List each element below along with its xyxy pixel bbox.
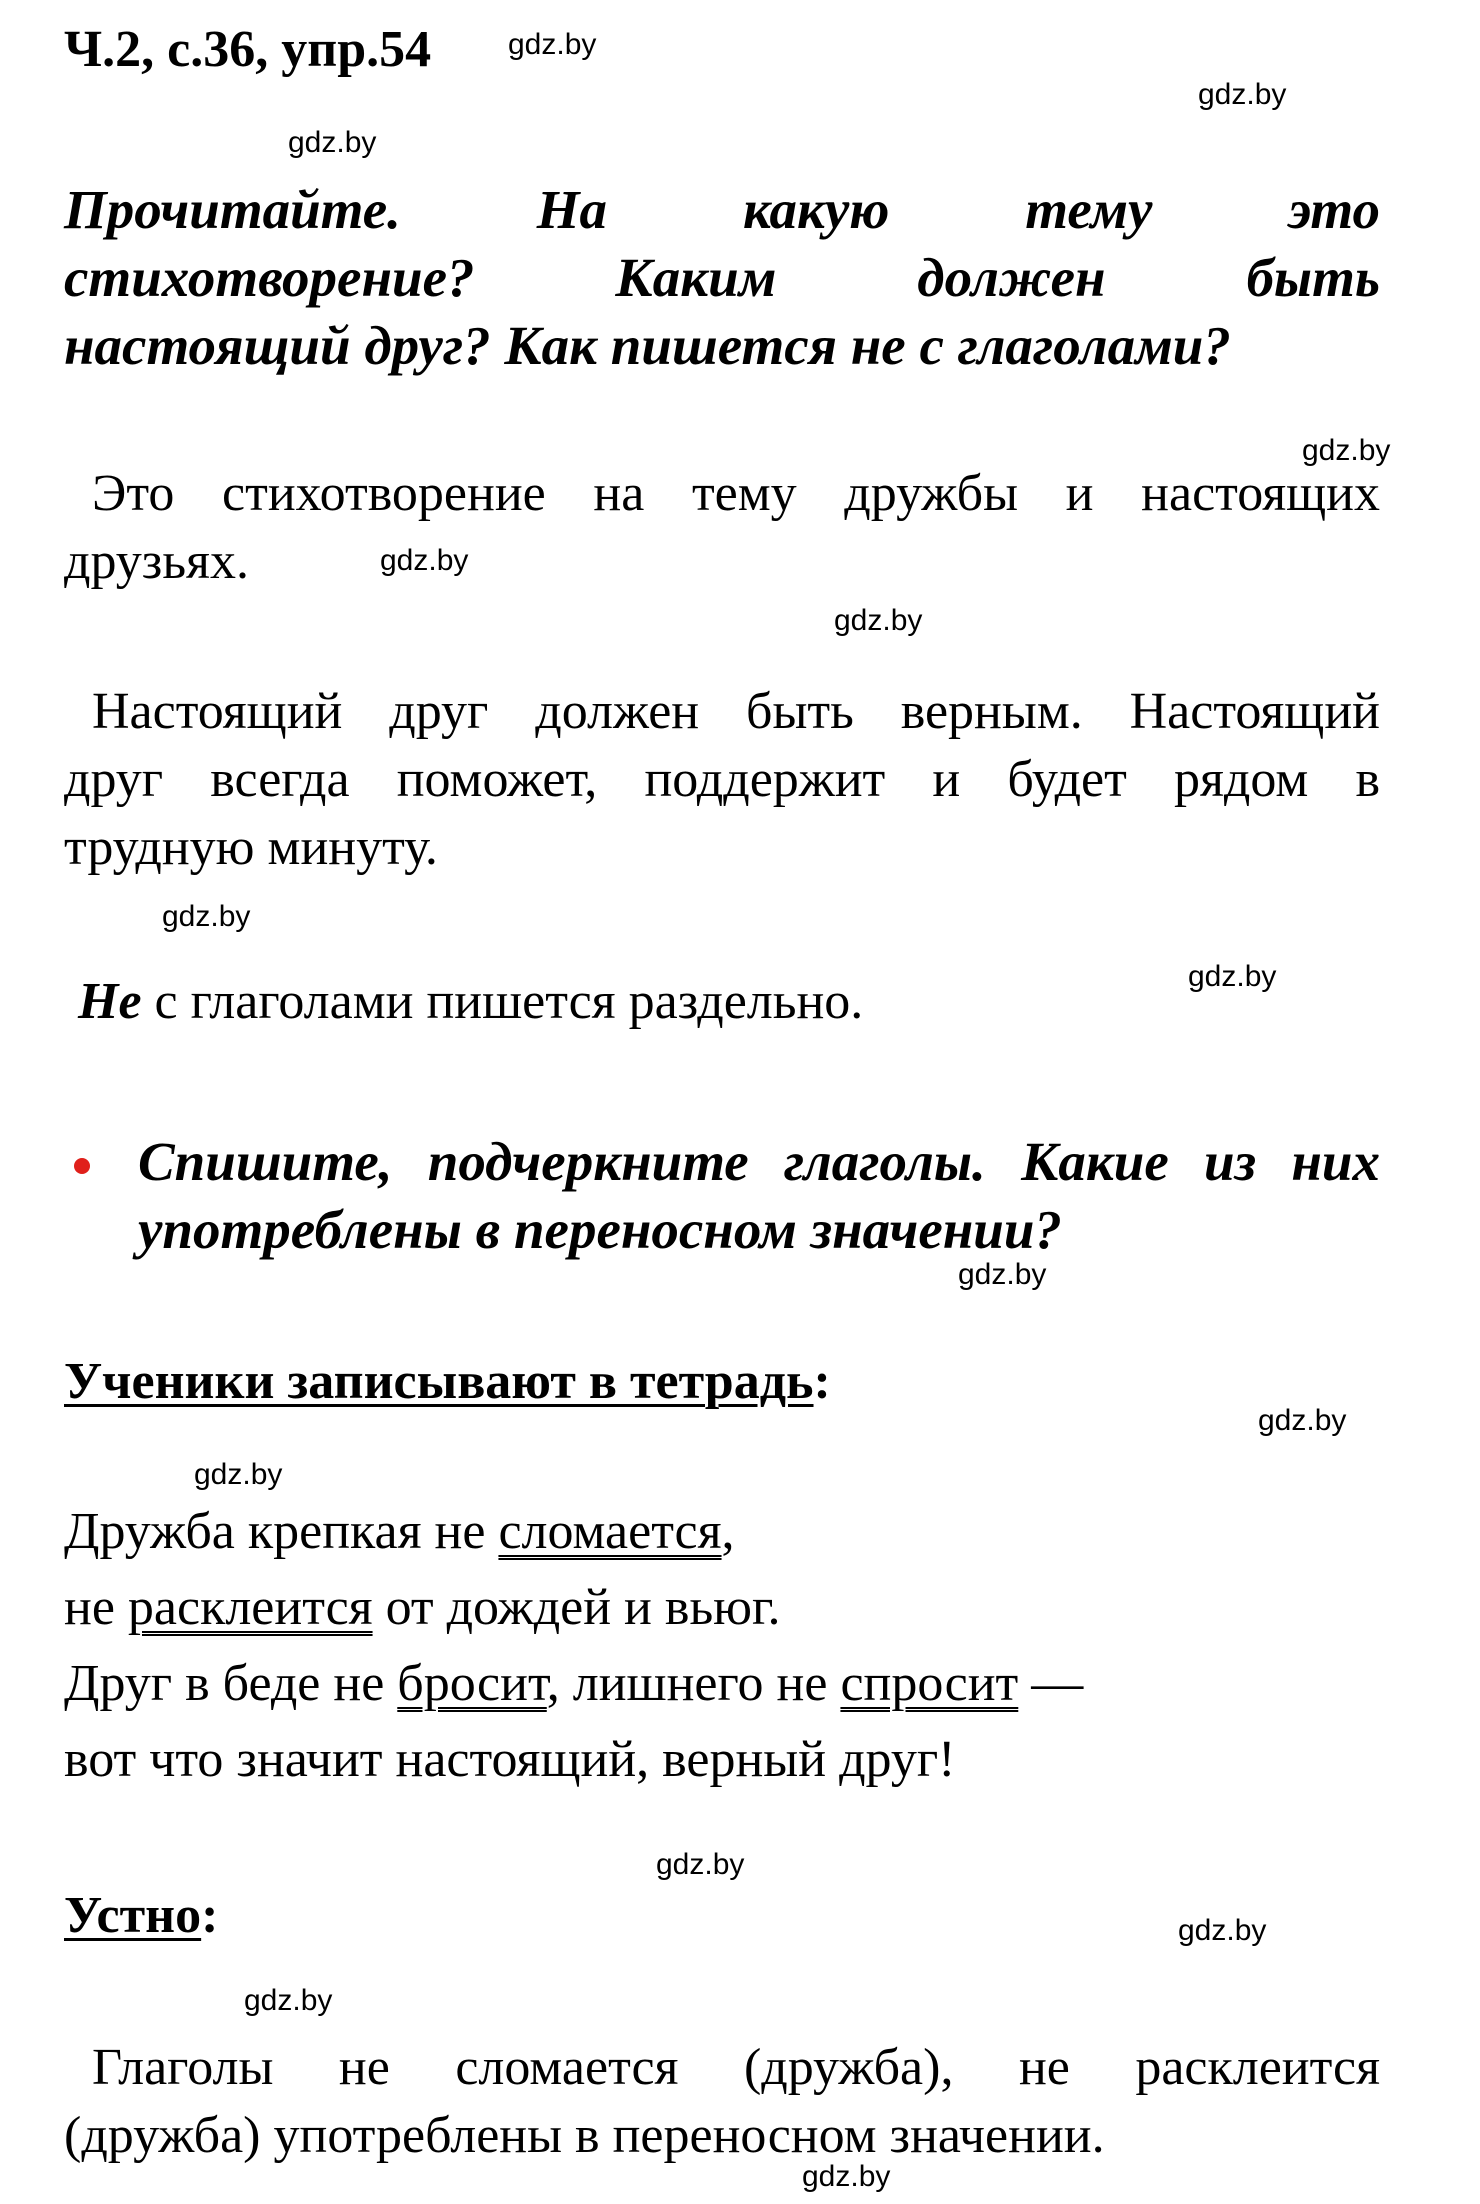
task-line: употреблены в переносном значении? — [138, 1199, 1062, 1260]
answer-line: Настоящий друг должен быть верным. Настоящий — [92, 683, 1380, 740]
poem-text: , — [721, 1503, 735, 1560]
section-heading — [64, 1886, 218, 1945]
poem-text: Друг в беде не — [64, 1655, 398, 1712]
verb: бросит — [397, 1655, 547, 1712]
answer-line: Это стихотворение на тему дружбы и настоящих — [92, 465, 1380, 522]
poem-text: не — [64, 1579, 128, 1636]
poem-text: от дождей и вьюг. — [372, 1579, 781, 1636]
watermark: gdz.by — [1178, 1914, 1267, 1947]
poem-line — [64, 1578, 780, 1637]
watermark: gdz.by — [1198, 78, 1287, 111]
answer-line: друзьях. — [64, 533, 249, 590]
verb: сломается — [498, 1503, 722, 1560]
emphasis-word: Не — [78, 973, 142, 1030]
answer-paragraph — [64, 460, 1380, 596]
watermark: gdz.by — [380, 544, 469, 577]
task-line: Прочитайте. На какую тему это — [64, 179, 1380, 240]
answer-paragraph — [64, 678, 1380, 882]
answer-paragraph — [78, 968, 1394, 1036]
answer-line: трудную минуту. — [64, 819, 438, 876]
verb: спросит — [840, 1655, 1019, 1712]
answer-line: друг всегда поможет, поддержит и будет рядом в — [64, 751, 1380, 808]
heading-text: Устно — [64, 1887, 202, 1944]
watermark: gdz.by — [802, 2160, 891, 2193]
watermark: gdz.by — [244, 1984, 333, 2017]
poem-line — [64, 1654, 1083, 1713]
answer-line: Глаголы не сломается (дружба), не расклеится — [92, 2039, 1380, 2096]
poem-line — [64, 1502, 735, 1561]
task-line: Спишите, подчеркните глаголы. Какие из них — [138, 1131, 1380, 1192]
task-line: стихотворение? Каким должен быть — [64, 247, 1380, 308]
task-line: настоящий друг? Как пишется не с глаголами? — [64, 315, 1231, 376]
watermark: gdz.by — [1188, 960, 1277, 993]
watermark: gdz.by — [194, 1458, 283, 1491]
heading-colon: : — [201, 1887, 219, 1944]
bullet-icon — [74, 1158, 90, 1174]
watermark: gdz.by — [834, 604, 923, 637]
watermark: gdz.by — [1258, 1404, 1347, 1437]
watermark: gdz.by — [508, 28, 597, 61]
answer-paragraph — [64, 2034, 1380, 2170]
task-question — [64, 176, 1380, 380]
heading-text: Ученики записывают в тетрадь — [64, 1353, 814, 1410]
poem-text: вот что значит настоящий, верный друг! — [64, 1731, 956, 1788]
answer-line: (дружба) употреблены в переносном значении. — [64, 2107, 1105, 2164]
watermark: gdz.by — [656, 1848, 745, 1881]
watermark: gdz.by — [958, 1258, 1047, 1291]
watermark: gdz.by — [1302, 434, 1391, 467]
poem-text: , лишнего не — [546, 1655, 841, 1712]
verb: расклеится — [127, 1579, 373, 1636]
watermark: gdz.by — [288, 126, 377, 159]
poem-text: — — [1018, 1655, 1084, 1712]
heading-colon: : — [813, 1353, 831, 1410]
answer-text: с глаголами пишется раздельно. — [141, 973, 864, 1030]
poem-line — [64, 1730, 956, 1789]
poem-text: Дружба крепкая не — [64, 1503, 499, 1560]
page-title: Ч.2, с.36, упр.54 — [64, 21, 432, 78]
task-question — [138, 1128, 1380, 1264]
section-heading — [64, 1352, 831, 1411]
watermark: gdz.by — [162, 900, 251, 933]
